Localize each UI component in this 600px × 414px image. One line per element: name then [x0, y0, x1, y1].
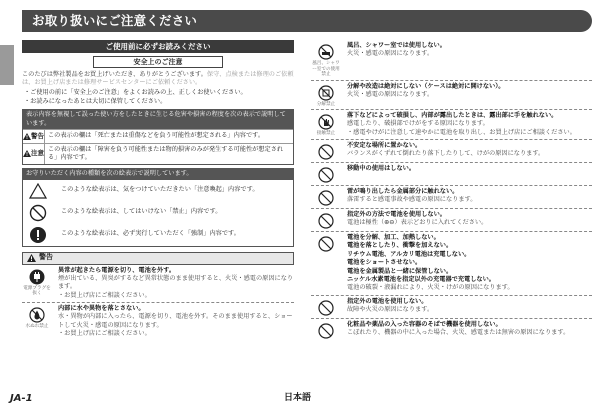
- item-title: 異常が起きたら電源を切り、電池を外す。: [58, 266, 176, 274]
- symbol-row: [23, 180, 293, 202]
- item-note: ・お買上げ店にご相談ください。: [58, 330, 151, 338]
- definition-text: この表示の欄は「死亡または重傷などを負う可能性が想定される」内容です。: [48, 132, 265, 140]
- item-title: 内部に水や異物を落とさない。: [58, 305, 145, 313]
- prohibited-icon: [318, 236, 334, 252]
- no-disassembly-icon: [318, 85, 334, 101]
- icon-caption: 電源プラグを抜く: [23, 285, 51, 297]
- prohibited-icon: [318, 300, 334, 316]
- item-desc: 火災・感電の原因になります。: [347, 90, 434, 98]
- prohibited-icon: [318, 323, 334, 339]
- no-water-icon: [29, 307, 45, 323]
- title-bar: [22, 10, 592, 32]
- item-note: ・感電やけがに注意して速やかに電池を取り出し、お買上げ店にご相談ください。: [347, 128, 576, 136]
- definition-row: [23, 143, 293, 165]
- symbol-text: このような絵表示は、気をつけていただきたい「注意喚起」内容です。: [61, 186, 259, 194]
- unplug-icon: [29, 269, 45, 285]
- caution-triangle-icon: [23, 150, 31, 157]
- page-title: お取り扱いにご注意ください: [32, 13, 198, 28]
- side-tab: [0, 45, 14, 85]
- item-title: 移動中の使用はしない。: [347, 165, 416, 173]
- definition-text: この表示の欄は「障害を負う可能性または物的損害のみが発生する可能性が想定される」内容です。: [48, 145, 284, 161]
- warning-item: [311, 232, 592, 296]
- item-desc: 感電したり、破損部でけがをする原因になります。: [347, 120, 489, 128]
- item-desc: バランスがくずれて倒れたり落下したりして、けがの原因になります。: [347, 150, 545, 158]
- intro-text: [22, 71, 294, 88]
- warning-triangle-icon: [23, 133, 31, 140]
- item-title: 落下などによって破損し、内部が露出したときは、露出部に手を触れない。: [347, 112, 558, 119]
- item-title: 分解や改造は絶対にしない（ケースは絶対に開けない）。: [347, 82, 505, 90]
- intro-line-gray: 保守、点検または修理のご依頼は、お買上げ店または修理サービスセンターにご依頼ください。: [22, 71, 294, 87]
- item-note: ・お買上げ店にご相談ください。: [58, 291, 151, 299]
- item-desc: 水・異物が内部に入ったら、電源を切り、電池を外す。そのまま使用すると、ショートして火災・感電の原因になります。: [58, 313, 293, 329]
- prohibited-icon: [318, 144, 334, 160]
- language-label: 日本語: [284, 393, 312, 403]
- item-desc: こぼれたり、機器の中に入った場合、火災、感電または無害の原因になります。: [347, 328, 570, 336]
- item-title: 指定外の電池を使用しない。: [347, 297, 428, 305]
- item-title: 指定外の方法で電池を使用しない。: [347, 211, 446, 219]
- symbol-text: このような絵表示は、してはいけない「禁止」内容です。: [61, 208, 222, 216]
- prohibited-icon: [318, 213, 334, 229]
- warning-item: [311, 296, 592, 319]
- item-desc: 故障や火災の原因になります。: [347, 305, 434, 313]
- item-title-line: 電池を落としたり、衝撃を加えない。: [347, 242, 453, 250]
- warning-item: [311, 40, 592, 81]
- bullet-keep: ・お読みになったあとは大切に保管してください。: [24, 98, 167, 106]
- item-title-line: 電池をショートさせない。: [347, 259, 422, 267]
- item-title: 風呂、シャワー室では使用しない。: [347, 42, 446, 49]
- item-title-line: 電池を金属製品と一緒に保管しない。: [347, 267, 453, 275]
- right-column: [311, 40, 592, 341]
- warning-item: [22, 265, 294, 303]
- warning-item: [311, 140, 592, 163]
- definitions-head: 表示内容を無視して誤った使い方をしたときに生じる危害や損害の程度を次の表示で説明しています。: [23, 110, 293, 129]
- prohibited-icon: [318, 190, 334, 206]
- item-title: 化粧品や薬品の入った容器のそばで機器を使用しない。: [347, 320, 502, 328]
- safety-precautions-subheader: 安全上のご注意: [93, 56, 223, 68]
- item-desc: 電池は極性（⊕⊖）表示どおりに入れてください。: [347, 219, 488, 227]
- caution-outline-icon: [29, 183, 47, 199]
- no-touch-icon: [318, 114, 334, 130]
- symbols-panel: [22, 168, 294, 246]
- symbols-head: お守りいただく内容の種類を次の絵表示で説明しています。: [23, 169, 293, 179]
- page-number: JA-1: [10, 393, 33, 404]
- warning-item: [311, 163, 592, 186]
- item-title: 電池を分解、加工、加熱しない。: [347, 234, 440, 242]
- warning-list: [22, 265, 294, 341]
- item-desc: 火災・感電の原因になります。: [347, 50, 434, 58]
- intro-line: このたびは弊社製品をお買上げいただき、ありがとうございます。: [22, 71, 207, 78]
- warning-item: [311, 186, 592, 209]
- warning-item: [311, 319, 592, 341]
- prohibited-icon: [318, 167, 334, 183]
- icon-caption: 接触禁止: [316, 131, 336, 136]
- symbol-row: [23, 224, 293, 246]
- definition-label-text: 注意: [31, 149, 44, 158]
- item-title: 不安定な場所に置かない。: [347, 142, 422, 150]
- item-desc: 電池の破裂・液漏れにより、火災・けがの原因になります。: [347, 284, 514, 292]
- item-desc: 煙が出ている、異臭がするなど異常状態のまま使用すると、火災・感電の原因になります。: [58, 274, 294, 291]
- item-desc: 落雷すると感電事故や感電の原因になります。: [347, 196, 477, 204]
- read-before-use-header: ご使用前に必ずお読みください: [22, 40, 294, 53]
- symbol-text: このような絵表示は、必ず実行していただく「強制」内容です。: [61, 230, 240, 238]
- warning-label: 警告: [39, 253, 53, 262]
- definition-label-text: 警告: [31, 131, 44, 140]
- bullet-read: ・ご使用の前に「安全上のご注意」をよくお読みの上、正しくお使いください。: [24, 88, 247, 96]
- warning-triangle-icon: [27, 254, 36, 262]
- icon-caption: 分解禁止: [316, 101, 336, 107]
- icon-caption: 風呂、シャワー室での使用禁止: [312, 61, 340, 77]
- left-column: [22, 40, 294, 340]
- warning-item: [311, 209, 592, 232]
- definitions-panel: [22, 109, 294, 165]
- no-bath-icon: [318, 44, 334, 60]
- item-title-line: ニッケル水素電池を指定以外の充電器で充電しない。: [347, 275, 495, 283]
- definition-row: [23, 129, 293, 142]
- symbol-row: [23, 202, 293, 224]
- icon-caption: 水ぬれ禁止: [25, 324, 49, 330]
- item-title: 雷が鳴り出したら金属部分に触れない。: [347, 188, 459, 196]
- warning-item: [22, 303, 294, 340]
- definition-label: [23, 130, 45, 142]
- prohibited-icon: [29, 204, 47, 222]
- warning-header: [22, 252, 294, 265]
- mandatory-icon: [29, 226, 47, 244]
- definition-label: [23, 144, 45, 165]
- item-title-line: リチウム電池、アルカリ電池は充電しない。: [347, 250, 471, 258]
- warning-item: [311, 110, 592, 140]
- warning-item: [311, 81, 592, 111]
